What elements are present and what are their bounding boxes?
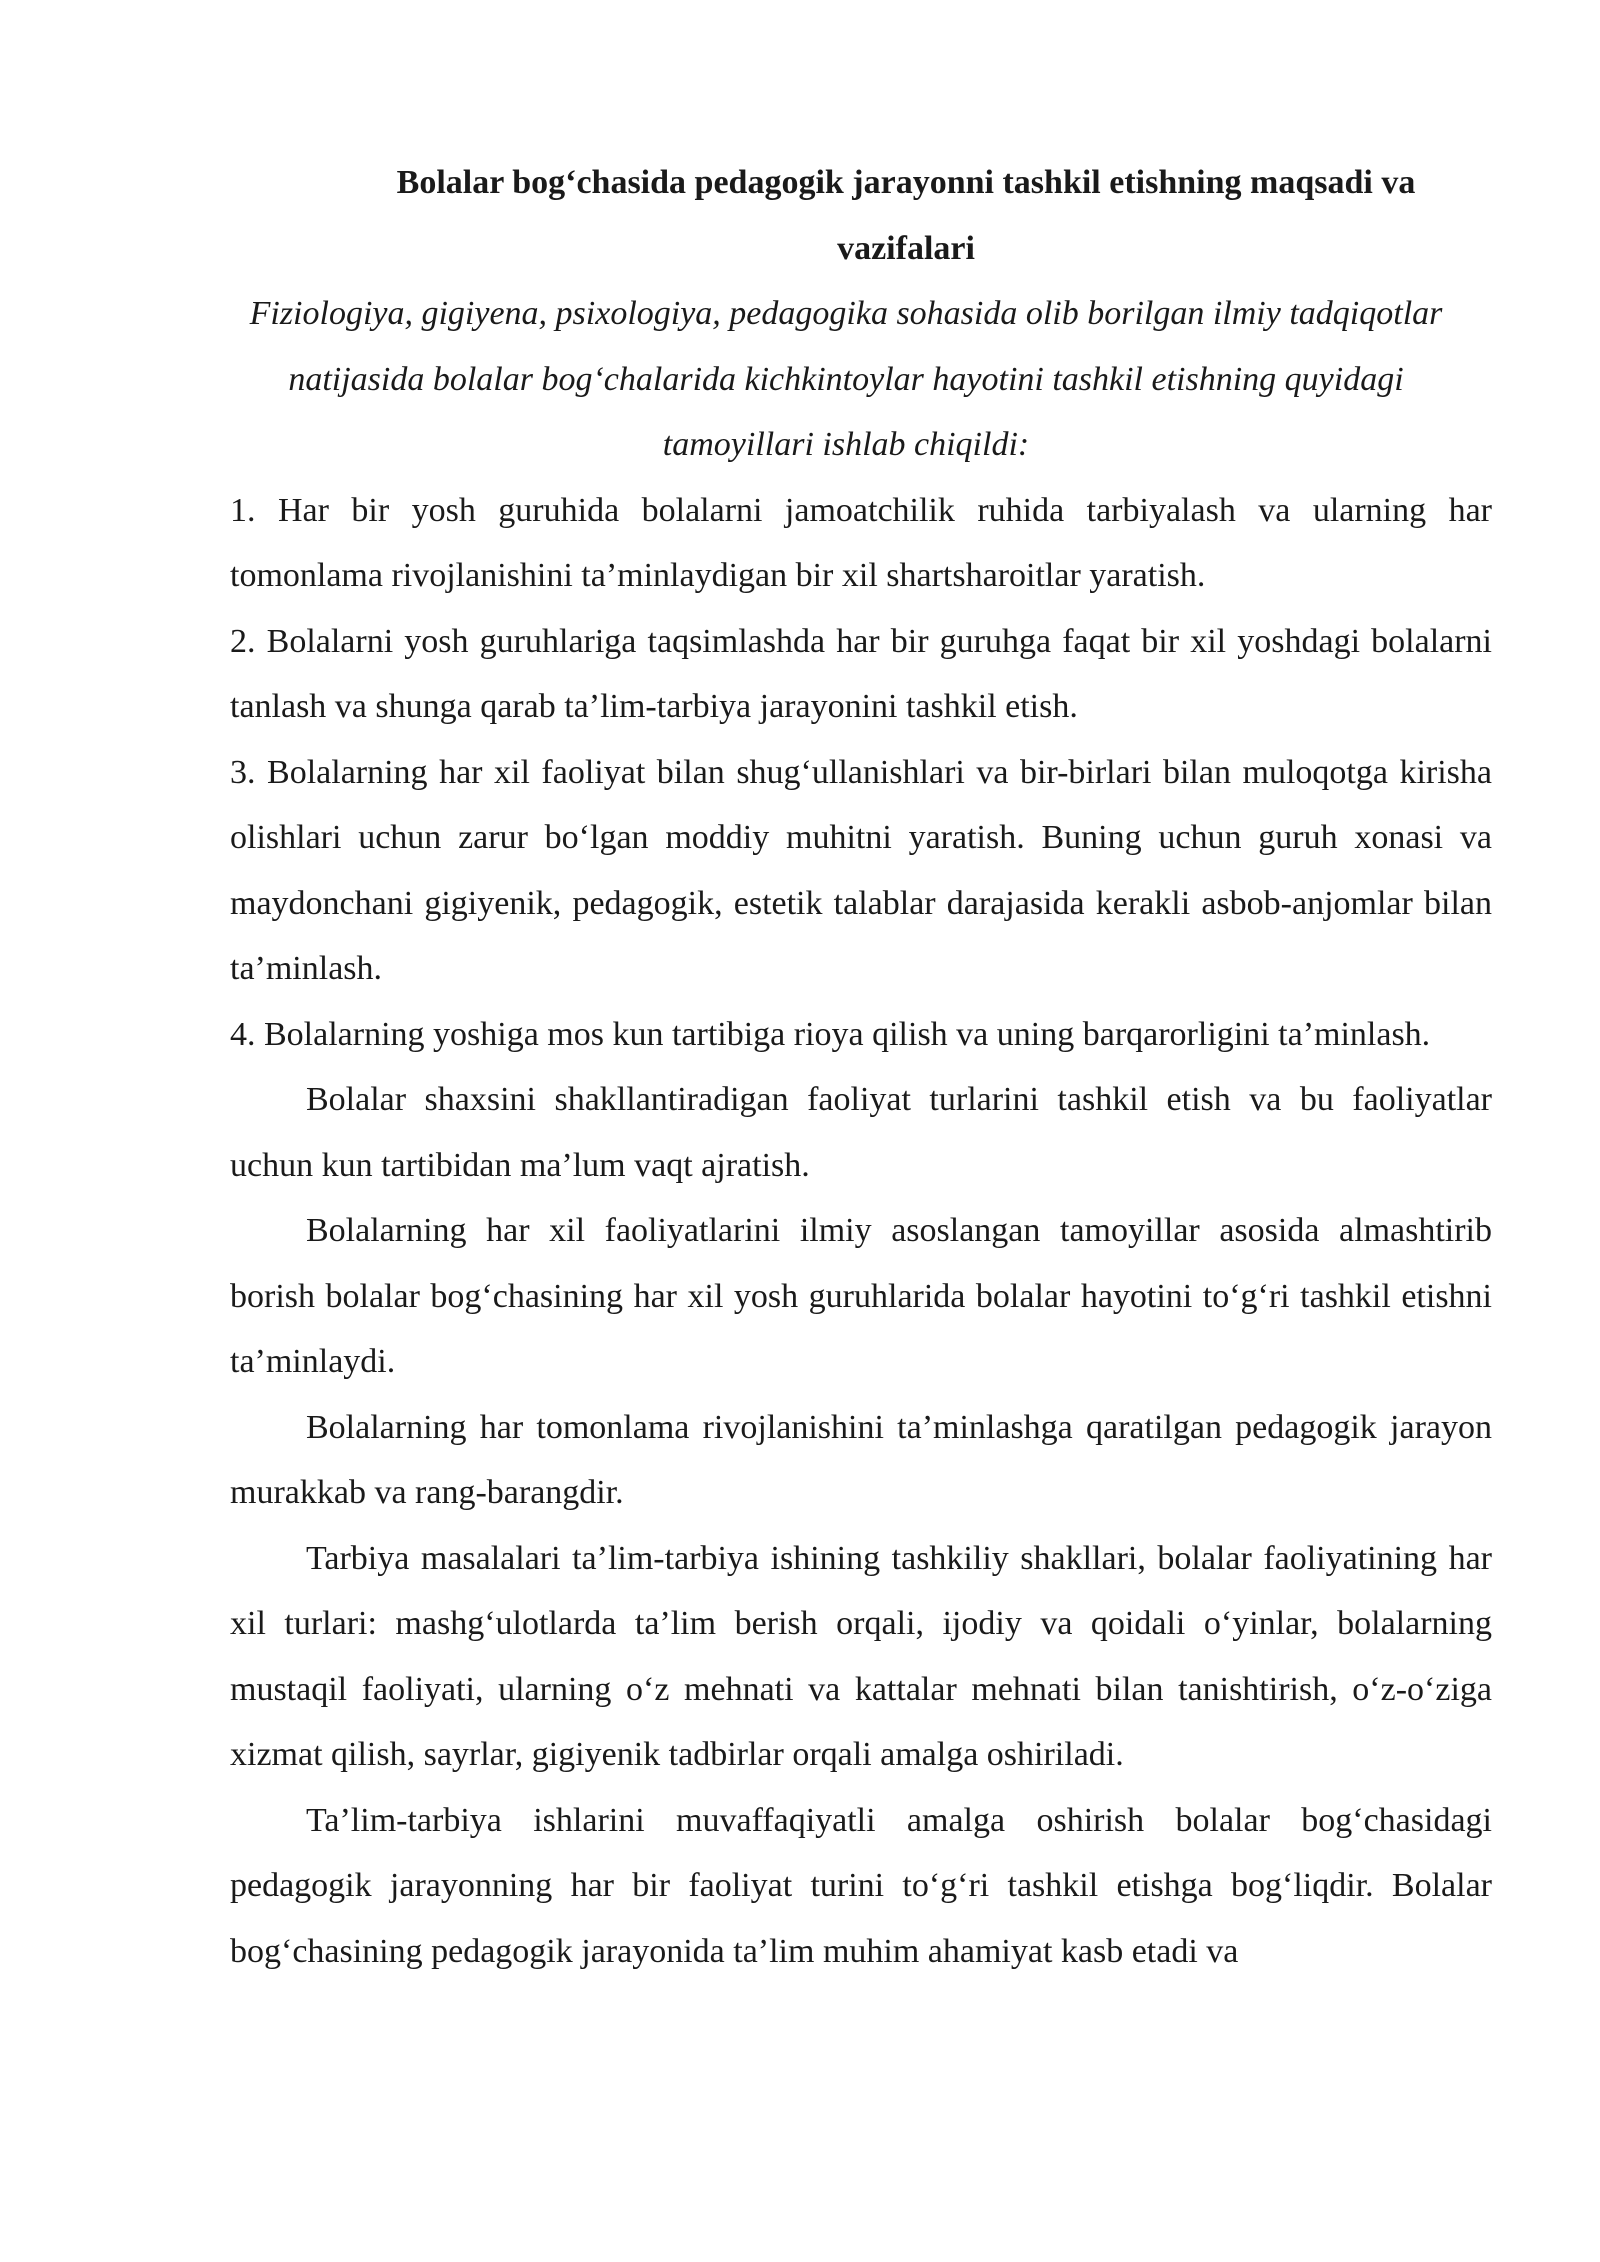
list-item-2: 2. Bolalarni yosh guruhlariga taqsimlashda har bir guruhga faqat bir xil yoshdagi bolalarni tanlash va shunga qarab ta’lim-tarbiya jarayonini tashkil etish. [230, 622, 1492, 725]
body-paragraph: Bolalarning har xil faoliyatlarini ilmiy asoslangan tamoyillar asosida almashtirib borish bolalar bog‘chasining har xil yosh guruhlarida bolalar hayotini to‘g‘ri tashkil etishni ta’minlaydi. [230, 1212, 1492, 1380]
body-paragraph: Bolalarning har tomonlama rivojlanishini ta’minlashga qaratilgan pedagogik jarayon murakkab va rang-barangdir. [230, 1408, 1492, 1511]
document-subtitle: Fiziologiya, gigiyena, psixologiya, pedagogika sohasida olib borilgan ilmiy tadqiqotlar natijasida bolalar bog‘chalarida kichkintoylar hayotini tashkil etishning quyidagi tamoyillari ishlab chiqildi: [249, 295, 1443, 463]
body-paragraph: Ta’lim-tarbiya ishlarini muvaffaqiyatli amalga oshirish bolalar bog‘chasidagi pedagogik jarayonning har bir faoliyat turini to‘g‘ri tashkil etishga bog‘liqdir. Bolalar bog‘chasining pedagogik jarayonida ta’lim muhim ahamiyat kasb etadi va [230, 1801, 1492, 1970]
list-item-3: 3. Bolalarning har xil faoliyat bilan shug‘ullanishlari va bir-birlari bilan muloqotga kirisha olishlari uchun zarur bo‘lgan moddiy muhitni yaratish. Buning uchun guruh xonasi va maydonchani gigiyenik, pedagogik, estetik talablar darajasida kerakli asbob-anjomlar bilan ta’minlash. [230, 753, 1492, 987]
document-page [230, 150, 1492, 1984]
document-title: Bolalar bog‘chasida pedagogik jarayonni tashkil etishning maqsadi va vazifalari [396, 164, 1416, 267]
list-item-4: 4. Bolalarning yoshiga mos kun tartibiga rioya qilish va uning barqarorligini ta’minlash. [230, 1015, 1431, 1053]
list-item-1: 1. Har bir yosh guruhida bolalarni jamoatchilik ruhida tarbiyalash va ularning har tomonlama rivojlanishini ta’minlaydigan bir xil shartsharoitlar yaratish. [230, 491, 1492, 594]
body-paragraph: Tarbiya masalalari ta’lim-tarbiya ishining tashkiliy shakllari, bolalar faoliyatining har xil turlari: mashg‘ulotlarda ta’lim berish orqali, ijodiy va qoidali o‘yinlar, bolalarning mustaqil faoliyati, ularning o‘z mehnati va kattalar mehnati bilan tanishtirish, o‘z-o‘ziga xizmat qilish, sayrlar, gigiyenik tadbirlar orqali amalga oshiriladi. [230, 1539, 1492, 1773]
body-paragraph: Bolalar shaxsini shakllantiradigan faoliyat turlarini tashkil etish va bu faoliyatlar uchun kun tartibidan ma’lum vaqt ajratish. [230, 1081, 1492, 1184]
